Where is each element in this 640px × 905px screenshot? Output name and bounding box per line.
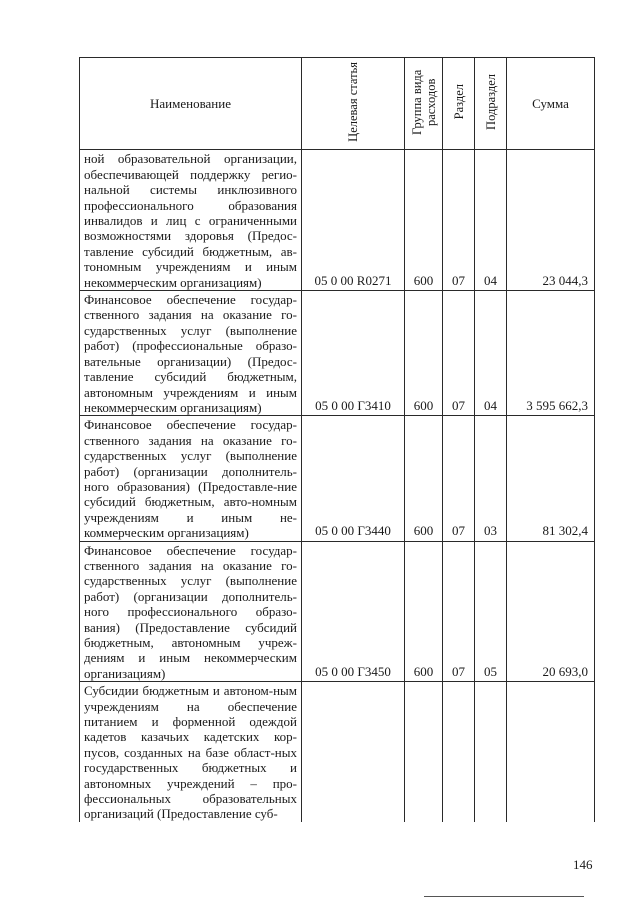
row-sum: 81 302,4: [507, 416, 595, 541]
row-group: 600: [405, 541, 443, 682]
row-name: Субсидии бюджетным и автоном-ным учреждениям на обеспечение питанием и форменной одеждой кадетов казачьих кадетских кор-пусов, созданных на базе област-ных государственных бюджетных и автономных учреждений – про-фессиональных образовательных организаций (Предоставление суб-: [80, 682, 302, 822]
footer-divider: [424, 896, 584, 897]
row-article: [302, 682, 405, 822]
table-header-row: [80, 58, 595, 150]
row-subsection: [475, 682, 507, 822]
row-sum: 20 693,0: [507, 541, 595, 682]
row-subsection: 05: [475, 541, 507, 682]
row-group: 600: [405, 291, 443, 416]
row-group: 600: [405, 416, 443, 541]
row-section: 07: [443, 291, 475, 416]
row-subsection: 04: [475, 291, 507, 416]
row-name: Финансовое обеспечение государ-ственного задания на оказание го-сударственных услуг (выполнение работ) (организации дополнитель-ного образования) (Предоставле-ние субсидий бюджетным, авто-номным учреждениям и иным не-коммерческим организациям): [80, 416, 302, 541]
row-section: 07: [443, 150, 475, 291]
row-article: 05 0 00 Г3440: [302, 416, 405, 541]
row-article: 05 0 00 Г3410: [302, 291, 405, 416]
row-subsection: 03: [475, 416, 507, 541]
row-article: 05 0 00 Г3450: [302, 541, 405, 682]
row-subsection: 04: [475, 150, 507, 291]
budget-table: [79, 57, 595, 822]
row-sum: 3 595 662,3: [507, 291, 595, 416]
header-group: Группа вида расходов: [405, 58, 443, 150]
header-subsection: Подраздел: [475, 58, 507, 150]
row-name: Финансовое обеспечение государ-ственного задания на оказание го-сударственных услуг (выполнение работ) (организации дополнитель-ного профессионального образо-вания) (Предоставление субсидий бюджетным, автономным учреж-дениям и иным некоммерческим организациям): [80, 541, 302, 682]
header-section: Раздел: [443, 58, 475, 150]
row-article: 05 0 00 R0271: [302, 150, 405, 291]
row-section: 07: [443, 541, 475, 682]
table-row: [80, 291, 595, 416]
table-row: [80, 416, 595, 541]
header-article: Целевая статья: [302, 58, 405, 150]
table-row: [80, 150, 595, 291]
row-sum: 23 044,3: [507, 150, 595, 291]
row-group: [405, 682, 443, 822]
row-name: ной образовательной организации, обеспечивающей поддержку регио-нальной системы инклюзивного профессионального образования инвалидов и лиц с ограниченными возможностями здоровья (Предос-тавление субсидий бюджетным, ав-тономным учреждениям и иным некоммерческим организациям): [80, 150, 302, 291]
row-section: 07: [443, 416, 475, 541]
page-number: 146: [573, 857, 593, 872]
row-section: [443, 682, 475, 822]
row-sum: [507, 682, 595, 822]
row-name: Финансовое обеспечение государ-ственного задания на оказание го-сударственных услуг (выполнение работ) (профессиональные образо-вательные организации) (Предос-тавление субсидий бюджетным, автономным учреждениям и иным некоммерческим организациям): [80, 291, 302, 416]
header-name: Наименование: [80, 58, 302, 150]
table-row: [80, 541, 595, 682]
table-row: [80, 682, 595, 822]
row-group: 600: [405, 150, 443, 291]
header-sum: Сумма: [507, 58, 595, 150]
